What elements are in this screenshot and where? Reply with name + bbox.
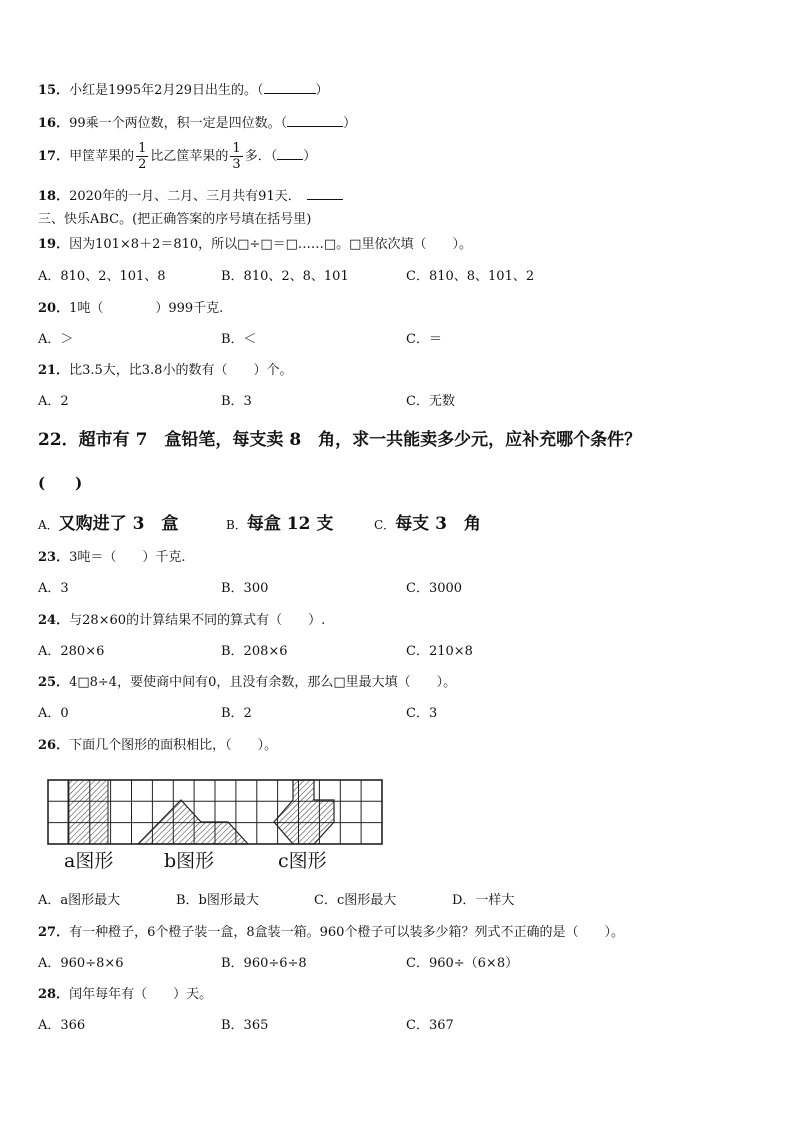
question-number: 19． xyxy=(38,237,70,252)
option-b[interactable]: B．960÷6÷8 xyxy=(221,956,307,971)
question-text: 下面几个图形的面积相比，（ ）。 xyxy=(69,738,278,753)
question-19 xyxy=(38,236,472,254)
option-label: B． xyxy=(226,518,247,532)
question-26 xyxy=(38,737,277,755)
option-a[interactable]: A．a图形最大 xyxy=(38,893,121,908)
question-22 xyxy=(38,428,641,452)
caption-b: b图形 xyxy=(164,850,215,872)
question-number: 24． xyxy=(38,613,70,628)
option-b[interactable] xyxy=(226,512,333,538)
question-number: 25． xyxy=(38,675,70,690)
close-paren: ） xyxy=(343,116,357,131)
option-b[interactable]: B．300 xyxy=(221,581,269,596)
fraction-numerator: 1 xyxy=(232,141,241,156)
question-text: 超市有 7 盒铅笔，每支卖 8 角，求一共能卖多少元，应补充哪个条件？ xyxy=(78,430,642,450)
shape-a xyxy=(68,780,108,844)
question-text-post: 多．（ xyxy=(244,149,278,164)
question-number: 22． xyxy=(38,430,79,450)
question-23 xyxy=(38,549,186,567)
question-text-pre: 甲筐苹果的 xyxy=(69,149,135,164)
option-a[interactable] xyxy=(38,512,178,538)
question-16 xyxy=(38,114,356,133)
option-c[interactable]: C．无数 xyxy=(406,394,455,409)
option-b[interactable]: B．b图形最大 xyxy=(176,893,259,908)
option-a[interactable]: A．＞ xyxy=(38,332,74,347)
question-text-mid: 比乙筐苹果的 xyxy=(150,149,229,164)
question-text: 有一种橙子，6个橙子装一盒，8盒装一箱。960个橙子可以装多少箱？列式不正确的是（ ）。 xyxy=(69,925,624,940)
fraction-denominator: 3 xyxy=(232,157,241,172)
shapes-grid-figure xyxy=(46,778,386,846)
question-text: 因为101×8＋2＝810，所以□÷□＝□……□。□里依次填（ ）。 xyxy=(69,237,472,252)
option-b[interactable]: B．365 xyxy=(221,1018,269,1033)
answer-blank[interactable] xyxy=(287,114,343,127)
option-c[interactable] xyxy=(374,512,481,538)
option-c[interactable]: C．960÷（6×8） xyxy=(406,956,519,971)
question-20 xyxy=(38,300,223,318)
option-c[interactable]: C．c图形最大 xyxy=(314,893,397,908)
shape-b xyxy=(138,800,248,844)
question-number: 18． xyxy=(38,189,70,204)
option-a[interactable]: A．2 xyxy=(38,394,69,409)
option-b[interactable]: B．2 xyxy=(221,706,252,721)
question-text: 99乘一个两位数，积一定是四位数。（ xyxy=(69,116,288,131)
option-c[interactable]: C．＝ xyxy=(406,332,442,347)
fraction-denominator: 2 xyxy=(138,157,147,172)
caption-c: c图形 xyxy=(278,850,327,872)
option-a[interactable]: A．3 xyxy=(38,581,69,596)
question-text: 1吨（ ）999千克. xyxy=(69,301,224,316)
question-number: 27． xyxy=(38,925,70,940)
option-label: C． xyxy=(374,518,396,532)
question-text: 2020年的一月、二月、三月共有91天． xyxy=(69,189,301,204)
question-number: 26． xyxy=(38,738,70,753)
question-text: 比3.5大，比3.8小的数有（ ）个。 xyxy=(69,363,293,378)
option-a[interactable]: A．960÷8×6 xyxy=(38,956,124,971)
option-a[interactable]: A．810、2、101、8 xyxy=(38,269,166,284)
question-number: 16． xyxy=(38,116,70,131)
question-21 xyxy=(38,362,292,380)
fraction-numerator: 1 xyxy=(138,141,147,156)
close-paren: ） xyxy=(315,83,329,98)
question-18 xyxy=(38,187,343,206)
option-b[interactable]: B．3 xyxy=(221,394,252,409)
option-b[interactable]: B．810、2、8、101 xyxy=(221,269,349,284)
question-number: 17． xyxy=(38,149,70,164)
question-17 xyxy=(38,140,316,174)
option-text: 每盒 12 支 xyxy=(246,514,334,534)
answer-paren[interactable]: ( ) xyxy=(38,474,83,492)
caption-a: a图形 xyxy=(64,850,114,872)
option-a[interactable]: A．0 xyxy=(38,706,69,721)
option-c[interactable]: C．210×8 xyxy=(406,644,473,659)
option-text: 每支 3 角 xyxy=(395,514,481,534)
option-c[interactable]: C．367 xyxy=(406,1018,454,1033)
section-heading: 三、快乐ABC。(把正确答案的序号填在括号里) xyxy=(38,212,312,227)
shape-c xyxy=(274,780,334,844)
option-a[interactable]: A．366 xyxy=(38,1018,86,1033)
answer-blank[interactable] xyxy=(277,147,303,160)
fraction-one-half xyxy=(136,141,148,172)
question-27 xyxy=(38,924,624,942)
fraction-one-third xyxy=(230,141,242,172)
answer-blank[interactable] xyxy=(264,81,316,94)
question-number: 21． xyxy=(38,363,70,378)
option-a[interactable]: A．280×6 xyxy=(38,644,105,659)
answer-blank[interactable] xyxy=(307,187,343,200)
question-number: 28． xyxy=(38,987,70,1002)
question-15 xyxy=(38,81,329,100)
option-b[interactable]: B．208×6 xyxy=(221,644,288,659)
question-text: 3吨＝（ ）千克. xyxy=(69,550,186,565)
question-24 xyxy=(38,612,325,630)
option-c[interactable]: C．810、8、101、2 xyxy=(406,269,535,284)
question-number: 20． xyxy=(38,301,70,316)
option-text: 又购进了 3 盒 xyxy=(58,514,179,534)
option-d[interactable]: D．一样大 xyxy=(452,893,515,908)
question-text: 与28×60的计算结果不同的算式有（ ）. xyxy=(69,613,326,628)
option-label: A． xyxy=(38,518,59,532)
question-text: 闰年每年有（ ）天。 xyxy=(69,987,213,1002)
question-text: 小红是1995年2月29日出生的。（ xyxy=(69,83,264,98)
question-25 xyxy=(38,674,456,692)
close-paren: ） xyxy=(303,149,317,164)
option-c[interactable]: C．3000 xyxy=(406,581,463,596)
question-text: 4□8÷4，要使商中间有0，且没有余数，那么□里最大填（ ）。 xyxy=(69,675,457,690)
question-28 xyxy=(38,986,212,1004)
question-number: 23． xyxy=(38,550,70,565)
option-b[interactable]: B．＜ xyxy=(221,332,257,347)
option-c[interactable]: C．3 xyxy=(406,706,438,721)
question-number: 15． xyxy=(38,83,70,98)
